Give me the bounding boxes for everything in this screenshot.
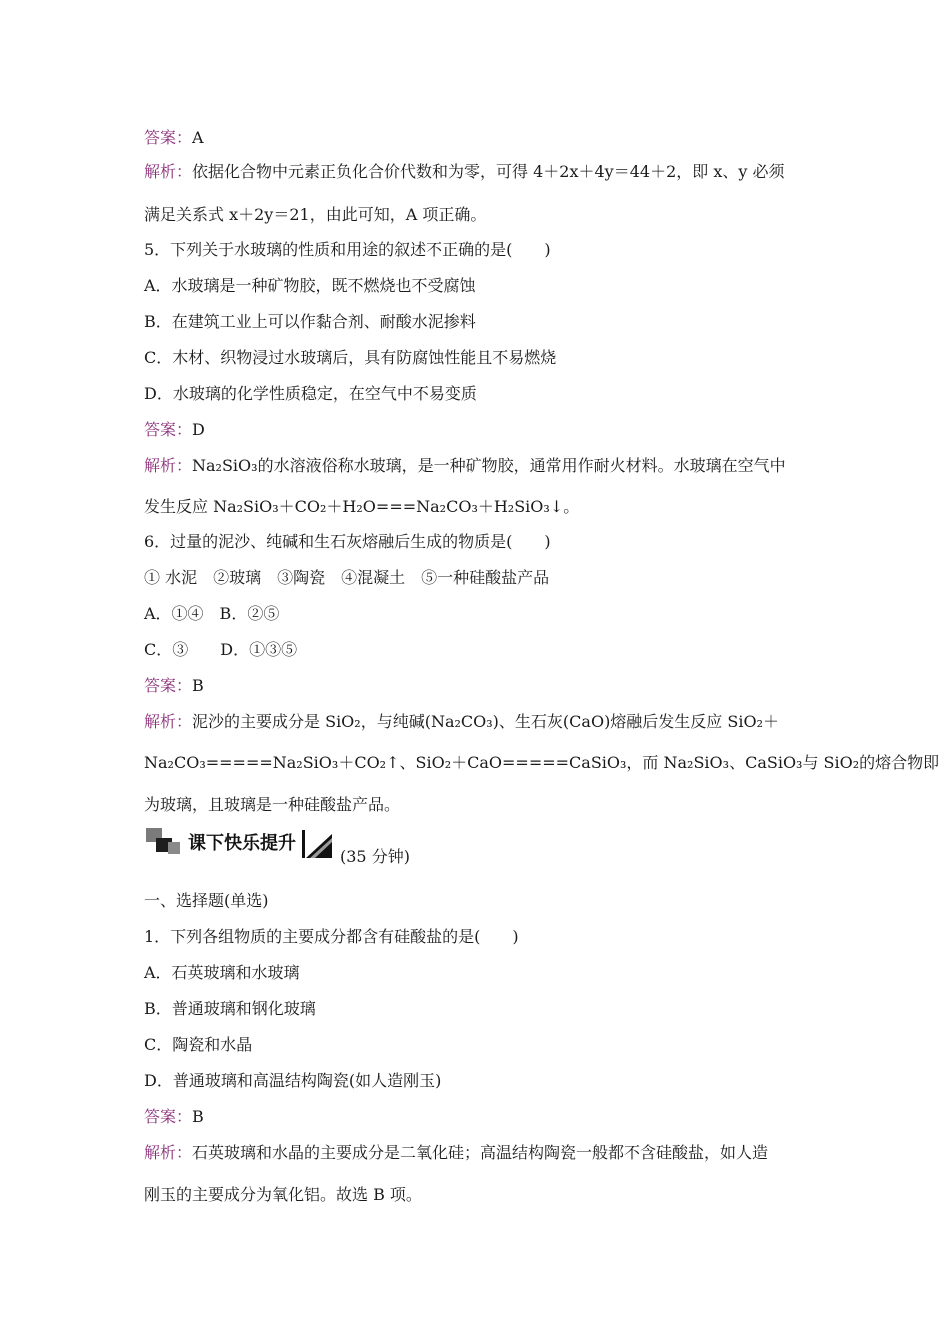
s1-analysis-line2: 刚玉的主要成分为氧化铝。故选 B 项。 [144, 1185, 422, 1204]
answer-label: 答案： [144, 1107, 193, 1126]
q5-option-d: D．水玻璃的化学性质稳定，在空气中不易变质 [144, 384, 477, 403]
q4-answer [144, 127, 204, 149]
answer-label: 答案： [144, 420, 193, 439]
analysis-text: Na₂SiO₃的水溶液俗称水玻璃，是一种矿物胶，通常用作耐火材料。水玻璃在空气中 [192, 456, 786, 475]
q5-analysis-line1 [144, 455, 786, 477]
s1-option-b: B．普通玻璃和钢化玻璃 [144, 999, 316, 1018]
q5-question: 5．下列关于水玻璃的性质和用途的叙述不正确的是( ) [144, 240, 551, 259]
q6-question: 6．过量的泥沙、纯碱和生石灰熔融后生成的物质是( ) [144, 532, 551, 551]
q4-analysis-line2: 满足关系式 x＋2y＝21，由此可知，A 项正确。 [144, 205, 487, 224]
s1-analysis-line1 [144, 1142, 768, 1164]
answer-value: B [192, 676, 204, 695]
q5-option-c: C．木材、织物浸过水玻璃后，具有防腐蚀性能且不易燃烧 [144, 348, 557, 367]
q5-analysis-line2: 发生反应 Na₂SiO₃＋CO₂＋H₂O===Na₂CO₃＋H₂SiO₃↓。 [144, 497, 580, 516]
answer-value: A [192, 128, 204, 147]
q6-analysis-line2: Na₂CO₃=====Na₂SiO₃＋CO₂↑、SiO₂＋CaO=====CaSiO₃，而 Na₂SiO₃、CaSiO₃与 SiO₂的熔合物即 [144, 753, 940, 772]
q5-option-b: B．在建筑工业上可以作黏合剂、耐酸水泥掺料 [144, 312, 476, 331]
answer-value: B [192, 1107, 204, 1126]
analysis-label: 解析： [144, 162, 193, 181]
q6-options-cd: C．③ D．①③⑤ [144, 640, 298, 659]
analysis-text: 石英玻璃和水晶的主要成分是二氧化硅；高温结构陶瓷一般都不含硅酸盐，如人造 [192, 1143, 769, 1162]
banner-square-icon [168, 842, 180, 854]
s1-option-c: C．陶瓷和水晶 [144, 1035, 253, 1054]
answer-label: 答案： [144, 676, 193, 695]
q5-option-a: A．水玻璃是一种矿物胶，既不燃烧也不受腐蚀 [144, 276, 476, 295]
section-banner [146, 828, 336, 862]
analysis-label: 解析： [144, 1143, 193, 1162]
q6-options-ab: A．①④ B．②⑤ [144, 604, 280, 623]
banner-triangle-icon [306, 834, 332, 858]
q6-answer [144, 675, 204, 697]
s1-option-a: A．石英玻璃和水玻璃 [144, 963, 300, 982]
subsection-title: 一、选择题(单选) [144, 891, 269, 910]
analysis-text: 依据化合物中元素正负化合价代数和为零，可得 4＋2x＋4y＝44＋2，即 x、y 必须 [192, 162, 785, 181]
answer-label: 答案： [144, 128, 193, 147]
analysis-text: 泥沙的主要成分是 SiO₂，与纯碱(Na₂CO₃)、生石灰(CaO)熔融后发生反应 SiO₂＋ [192, 712, 780, 731]
s1-question: 1．下列各组物质的主要成分都含有硅酸盐的是( ) [144, 927, 519, 946]
q4-analysis-line1 [144, 161, 784, 183]
analysis-label: 解析： [144, 712, 193, 731]
q6-items: ① 水泥 ②玻璃 ③陶瓷 ④混凝土 ⑤一种硅酸盐产品 [144, 568, 550, 587]
q5-answer [144, 419, 205, 441]
analysis-label: 解析： [144, 456, 193, 475]
answer-value: D [192, 420, 205, 439]
q6-analysis-line3: 为玻璃，且玻璃是一种硅酸盐产品。 [144, 795, 401, 814]
section-title: 课下快乐提升 [182, 830, 305, 858]
q6-analysis-line1 [144, 711, 779, 733]
s1-option-d: D．普通玻璃和高温结构陶瓷(如人造刚玉) [144, 1071, 442, 1090]
section-time: (35 分钟) [340, 847, 410, 866]
s1-answer [144, 1106, 204, 1128]
